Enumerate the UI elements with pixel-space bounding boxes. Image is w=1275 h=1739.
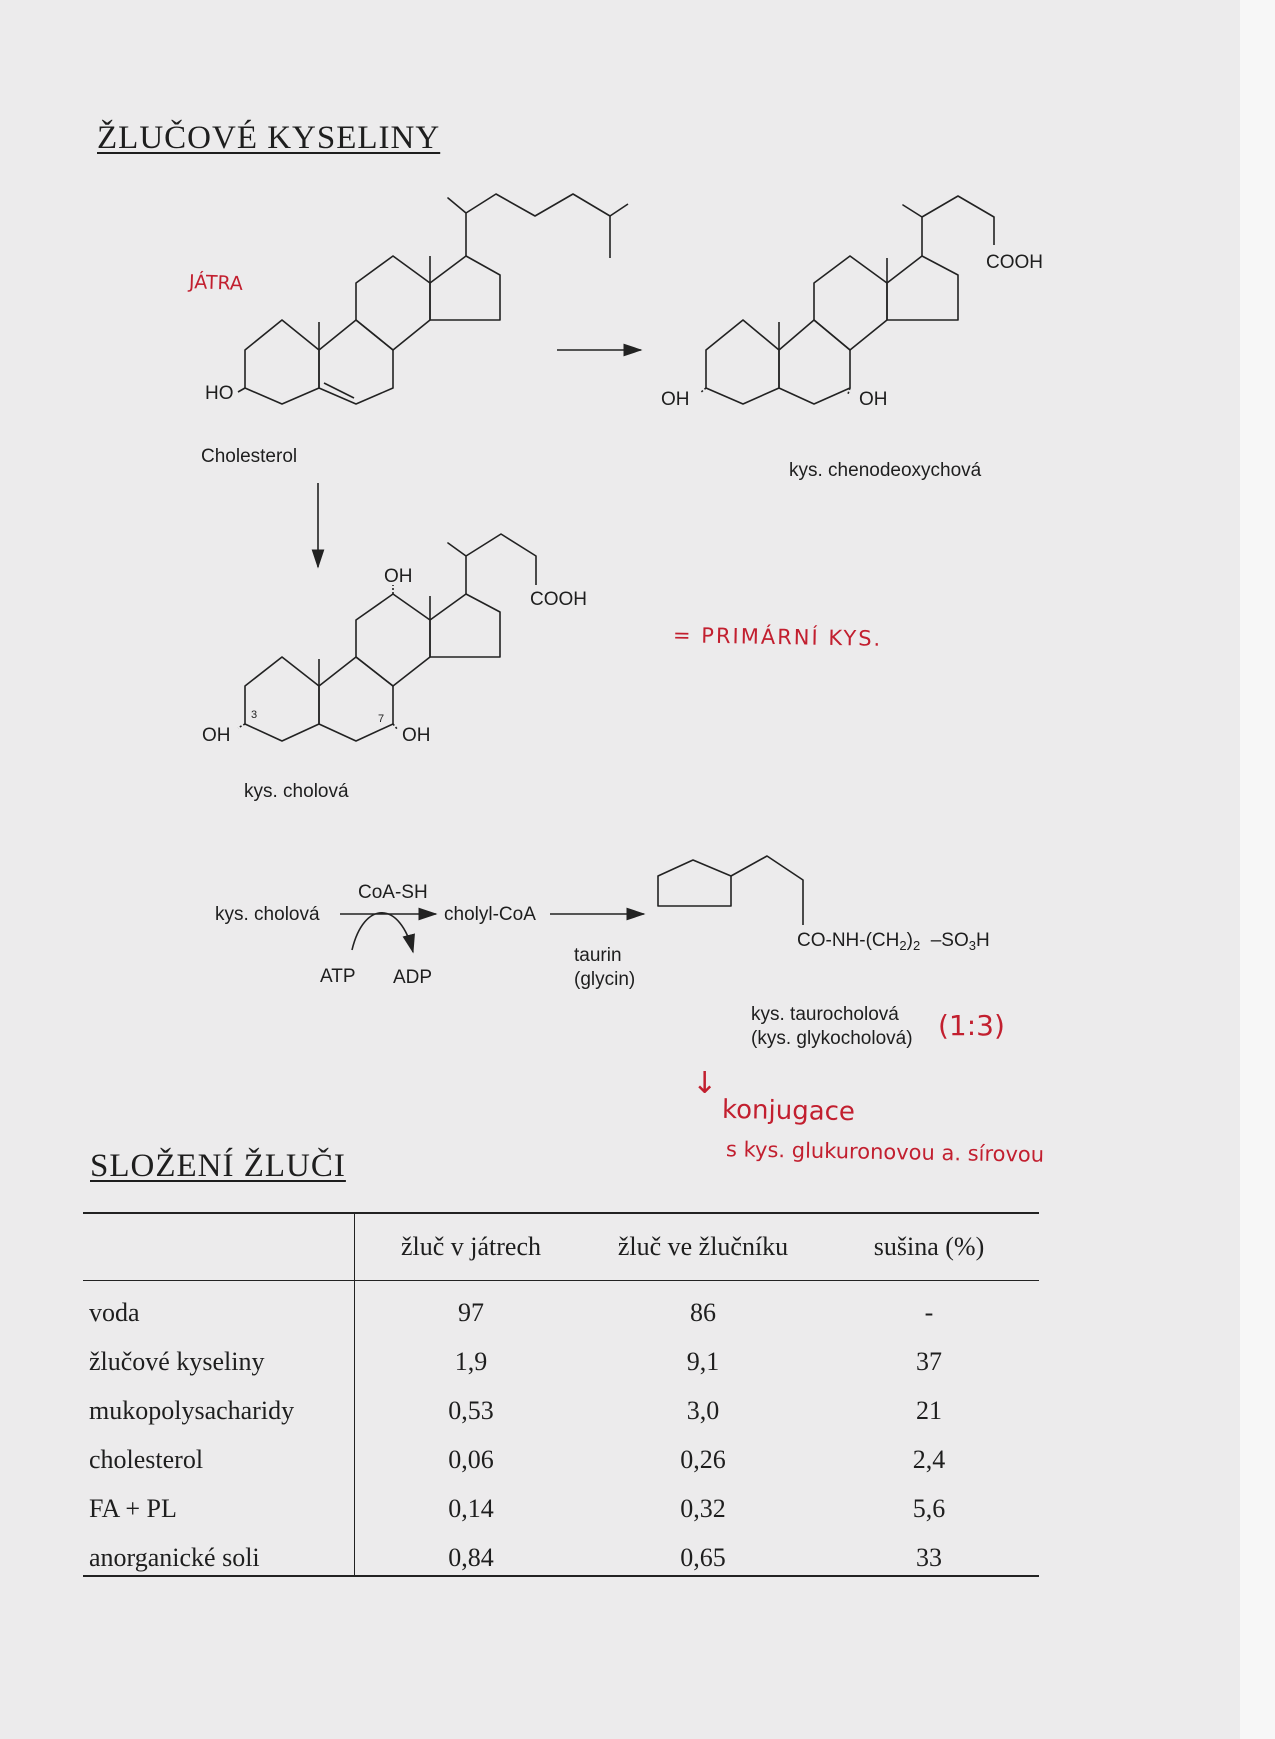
cholesterol-structure bbox=[238, 194, 628, 404]
reaction-atp: ATP bbox=[320, 966, 356, 987]
cell-gallbladder: 0,32 bbox=[680, 1494, 726, 1523]
cell-liver: 97 bbox=[458, 1298, 484, 1327]
conjugate-name-tauro: kys. taurocholová bbox=[751, 1004, 899, 1025]
reaction-substrate: kys. cholová bbox=[215, 904, 320, 925]
cell-gallbladder: 3,0 bbox=[686, 1396, 720, 1425]
row-label: FA + PL bbox=[83, 1477, 355, 1526]
cell-gallbladder: 9,1 bbox=[686, 1347, 720, 1376]
cholic-position-7: 7 bbox=[378, 713, 385, 725]
reaction-intermediate: cholyl-CoA bbox=[444, 904, 536, 925]
cell-dry-matter: 33 bbox=[916, 1543, 942, 1572]
row-label: voda bbox=[83, 1281, 355, 1331]
heading-bile-composition: SLOŽENÍ ŽLUČI bbox=[90, 1148, 346, 1184]
cheno-oh-right-label: OH bbox=[859, 389, 888, 410]
handwritten-ratio: (1:3) bbox=[938, 1009, 1005, 1042]
cholic-oh-left-label: OH bbox=[202, 725, 231, 746]
table-row bbox=[83, 1330, 1039, 1379]
column-header bbox=[83, 1213, 355, 1281]
cholic-oh-top-label: OH bbox=[384, 566, 413, 587]
conjugate-name-glyko: (kys. glykocholová) bbox=[751, 1028, 913, 1049]
handwritten-conjugation-note: s kys. glukuronovou a. sírovou bbox=[725, 1137, 1045, 1167]
conjugate-structure bbox=[658, 856, 803, 925]
row-label: anorganické soli bbox=[83, 1526, 355, 1576]
cell-dry-matter: 5,6 bbox=[912, 1494, 946, 1523]
conjugate-chain-formula: $CO-NH-(CH_2)_2$ $-SO_3H$ bbox=[797, 930, 990, 953]
cholic-position-3: 3 bbox=[251, 709, 258, 721]
cholesterol-name: Cholesterol bbox=[201, 446, 298, 467]
column-header: žluč v játrech bbox=[400, 1232, 542, 1261]
cholesterol-ho-label: HO bbox=[205, 383, 234, 404]
handwritten-primary-acids: = PRIMÁRNÍ KYS. bbox=[672, 623, 883, 651]
cell-dry-matter: 2,4 bbox=[912, 1445, 946, 1474]
reaction-glycin: (glycin) bbox=[574, 969, 636, 990]
table-header-row bbox=[83, 1213, 1039, 1281]
row-label: mukopolysacharidy bbox=[83, 1379, 355, 1428]
table-row bbox=[83, 1428, 1039, 1477]
handwritten-arrow: ↓ bbox=[692, 1066, 718, 1101]
reaction-adp: ADP bbox=[393, 967, 433, 988]
table-row bbox=[83, 1379, 1039, 1428]
row-label: cholesterol bbox=[83, 1428, 355, 1477]
cell-dry-matter: 37 bbox=[916, 1347, 942, 1376]
cell-dry-matter: - bbox=[924, 1298, 934, 1327]
heading-bile-acids: ŽLUČOVÉ KYSELINY bbox=[97, 120, 441, 156]
column-header: žluč ve žlučníku bbox=[617, 1232, 789, 1261]
bile-composition-table bbox=[83, 1212, 1039, 1577]
cheno-name: kys. chenodeoxychová bbox=[789, 460, 982, 481]
cholic-name: kys. cholová bbox=[244, 781, 349, 802]
cholic-cooh-label: COOH bbox=[530, 589, 587, 610]
cell-gallbladder: 0,65 bbox=[680, 1543, 726, 1572]
cholic-oh-right-label: OH bbox=[402, 725, 431, 746]
table-row bbox=[83, 1281, 1039, 1331]
cell-liver: 0,84 bbox=[448, 1543, 494, 1572]
reaction-cofactor: CoA-SH bbox=[358, 882, 428, 903]
reaction-taurin: taurin bbox=[574, 945, 622, 966]
cheno-oh-left-label: OH bbox=[661, 389, 690, 410]
row-label: žlučové kyseliny bbox=[83, 1330, 355, 1379]
handwritten-konjugace: konjugace bbox=[721, 1094, 856, 1128]
table-row bbox=[83, 1526, 1039, 1576]
cell-gallbladder: 86 bbox=[690, 1298, 716, 1327]
cell-liver: 1,9 bbox=[454, 1347, 488, 1376]
cell-liver: 0,14 bbox=[448, 1494, 494, 1523]
cell-gallbladder: 0,26 bbox=[680, 1445, 726, 1474]
cheno-structure bbox=[700, 196, 994, 404]
handwritten-jatra: JÁTRA bbox=[188, 271, 244, 295]
cell-liver: 0,53 bbox=[448, 1396, 494, 1425]
cheno-cooh-label: COOH bbox=[986, 252, 1043, 273]
column-header: sušina (%) bbox=[873, 1232, 985, 1261]
table-row bbox=[83, 1477, 1039, 1526]
cell-dry-matter: 21 bbox=[916, 1396, 942, 1425]
cell-liver: 0,06 bbox=[448, 1445, 494, 1474]
